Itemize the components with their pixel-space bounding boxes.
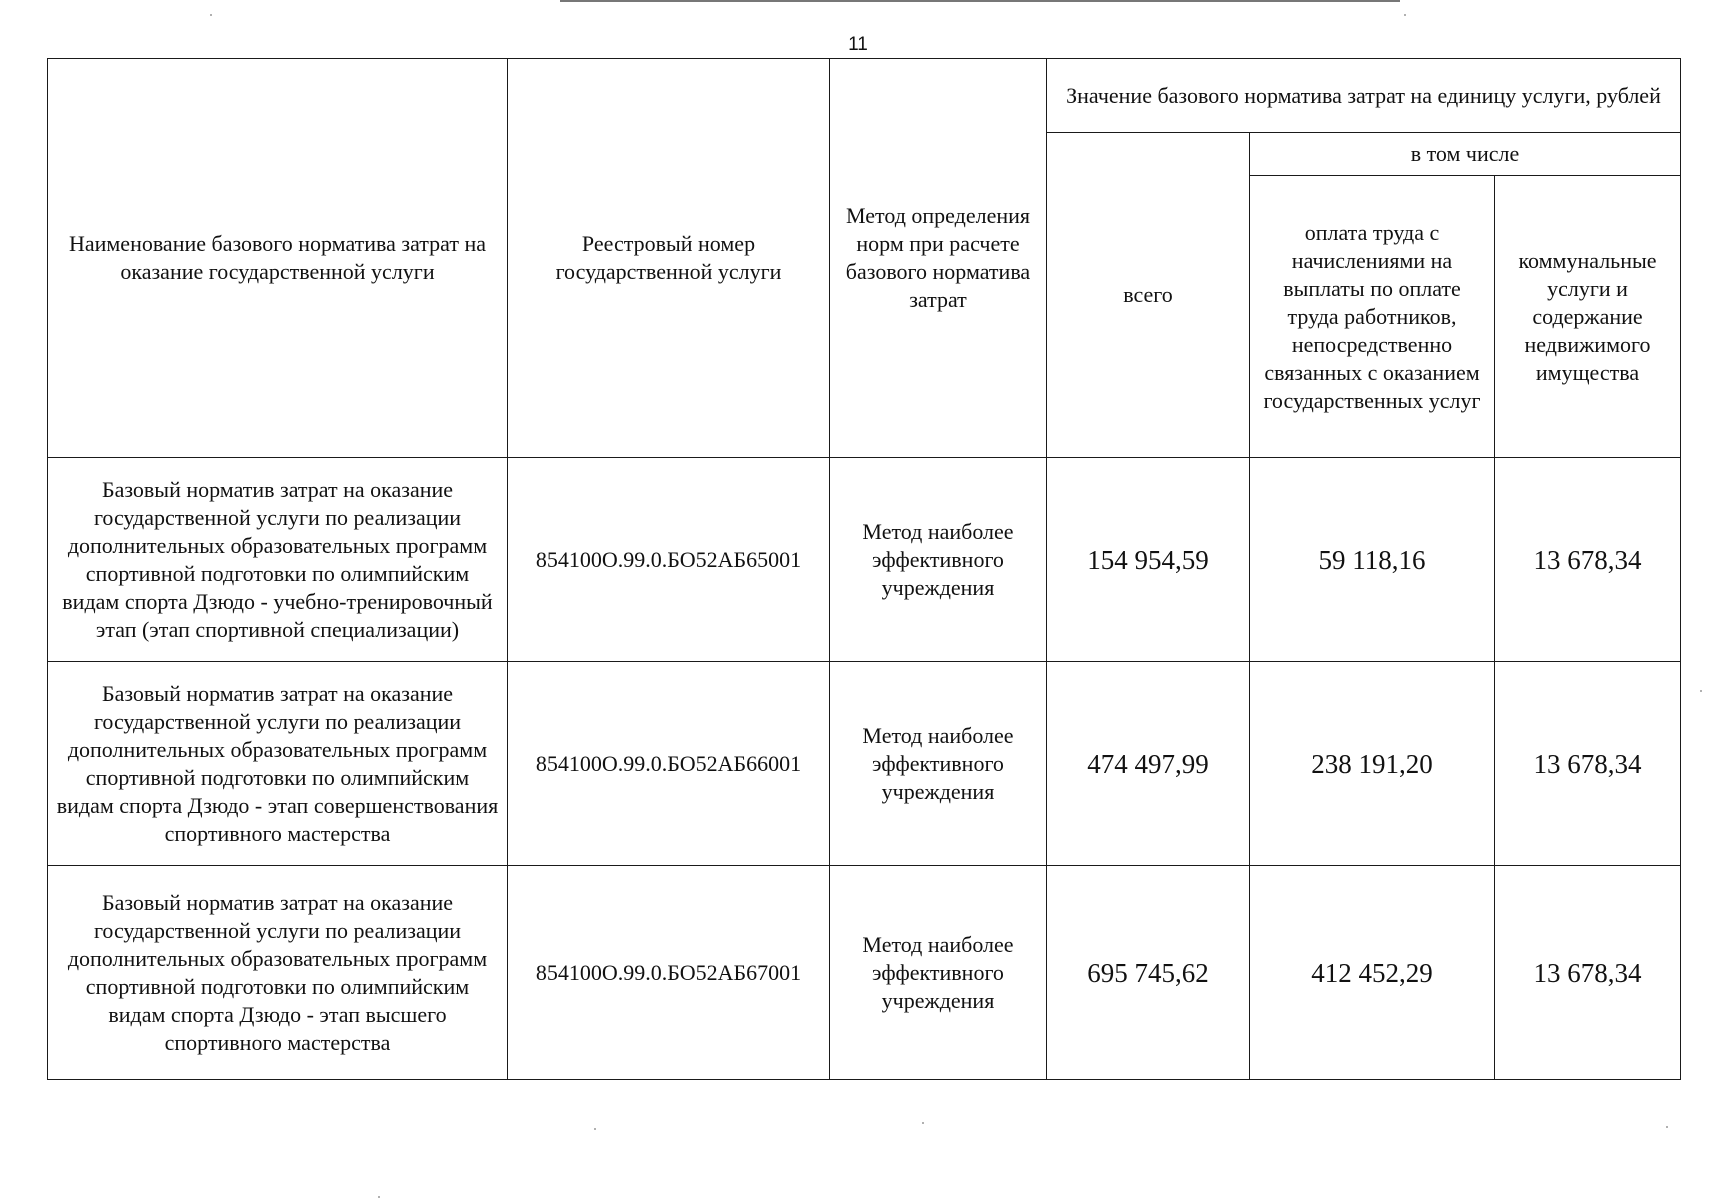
header-value-group: Значение базового норматива затрат на единицу услуги, рублей bbox=[1047, 59, 1681, 133]
row-name: Базовый норматив затрат на оказание государственной услуги по реализации дополнительных образовательных программ спортивной подготовки по олимпийским видам спорта Дзюдо - учебно-тренировочный этап (этап спортивной специализации) bbox=[48, 458, 508, 662]
scan-speck bbox=[1700, 690, 1702, 692]
table-row bbox=[48, 866, 1681, 1080]
row-labor: 412 452,29 bbox=[1250, 866, 1495, 1080]
page-number: 11 bbox=[848, 34, 868, 55]
scan-speck bbox=[922, 1122, 924, 1124]
row-name: Базовый норматив затрат на оказание государственной услуги по реализации дополнительных образовательных программ спортивной подготовки по олимпийским видам спорта Дзюдо - этап высшего спортивного мастерства bbox=[48, 866, 508, 1080]
header-including: в том числе bbox=[1250, 133, 1681, 176]
row-labor: 238 191,20 bbox=[1250, 662, 1495, 866]
row-utilities: 13 678,34 bbox=[1495, 662, 1681, 866]
header-utilities: коммунальные услуги и содержание недвижимого имущества bbox=[1495, 176, 1681, 458]
table-row bbox=[48, 458, 1681, 662]
header-row-1 bbox=[48, 59, 1681, 133]
scan-speck bbox=[378, 1196, 380, 1198]
row-registry: 854100О.99.0.БО52АБ67001 bbox=[508, 866, 830, 1080]
row-total: 695 745,62 bbox=[1047, 866, 1250, 1080]
header-name: Наименование базового норматива затрат на оказание государственной услуги bbox=[48, 59, 508, 458]
row-total: 154 954,59 bbox=[1047, 458, 1250, 662]
row-total: 474 497,99 bbox=[1047, 662, 1250, 866]
row-method: Метод наиболее эффективного учреждения bbox=[830, 866, 1047, 1080]
scan-speck bbox=[594, 1128, 596, 1130]
scan-speck bbox=[1666, 1126, 1668, 1128]
scan-speck bbox=[1404, 14, 1406, 16]
header-labor: оплата труда с начислениями на выплаты по оплате труда работников, непосредственно связанных с оказанием государственных услуг bbox=[1250, 176, 1495, 458]
header-total: всего bbox=[1047, 133, 1250, 458]
table-row bbox=[48, 662, 1681, 866]
row-name: Базовый норматив затрат на оказание государственной услуги по реализации дополнительных образовательных программ спортивной подготовки по олимпийским видам спорта Дзюдо - этап совершенствования спортивного мастерства bbox=[48, 662, 508, 866]
header-method: Метод определения норм при расчете базового норматива затрат bbox=[830, 59, 1047, 458]
header-registry: Реестровый номер государственной услуги bbox=[508, 59, 830, 458]
scan-speck bbox=[210, 14, 212, 16]
row-labor: 59 118,16 bbox=[1250, 458, 1495, 662]
row-utilities: 13 678,34 bbox=[1495, 866, 1681, 1080]
row-method: Метод наиболее эффективного учреждения bbox=[830, 662, 1047, 866]
row-utilities: 13 678,34 bbox=[1495, 458, 1681, 662]
row-registry: 854100О.99.0.БО52АБ66001 bbox=[508, 662, 830, 866]
row-registry: 854100О.99.0.БО52АБ65001 bbox=[508, 458, 830, 662]
cost-norms-table bbox=[47, 58, 1681, 1080]
row-method: Метод наиболее эффективного учреждения bbox=[830, 458, 1047, 662]
top-rule bbox=[560, 0, 1400, 2]
